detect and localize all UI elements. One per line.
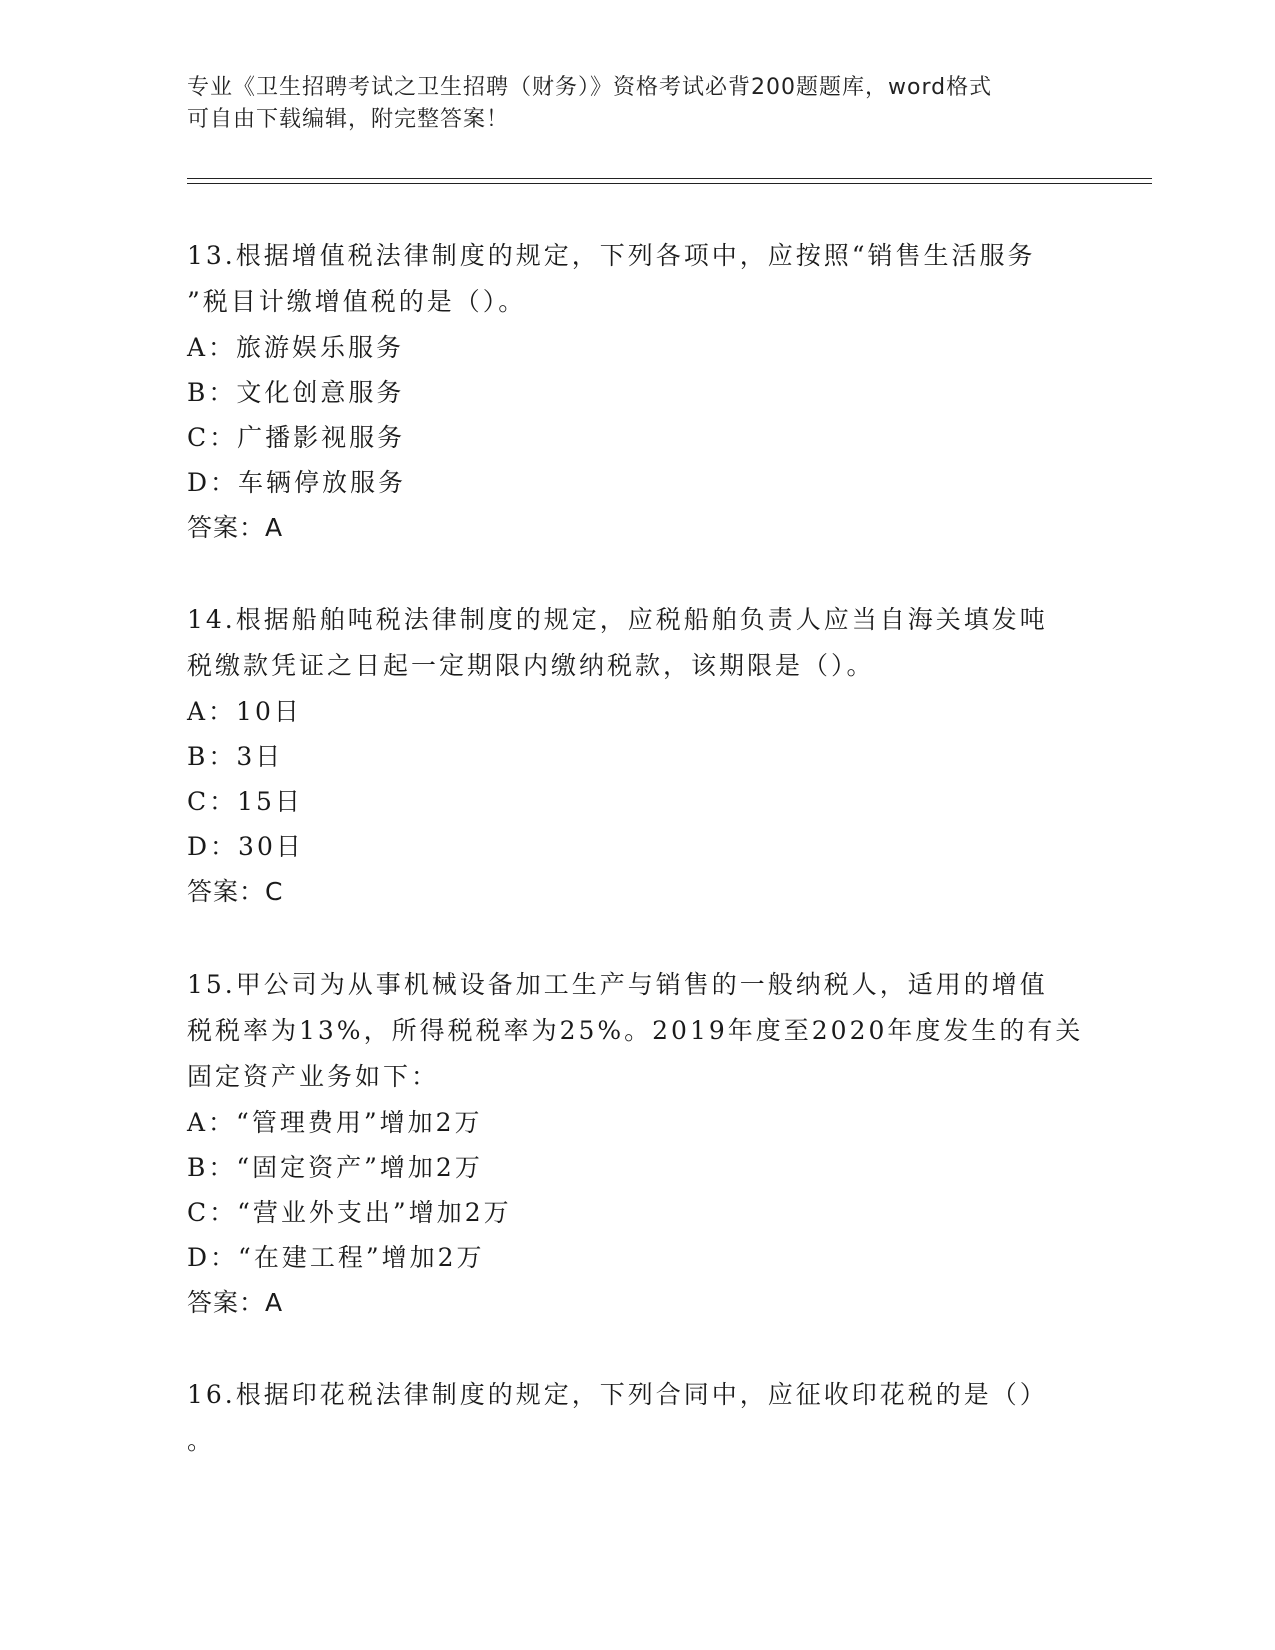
- option-d: D：车辆停放服务: [187, 468, 407, 497]
- option-b: B：“固定资产”增加2万: [187, 1153, 483, 1182]
- question-text: 。: [187, 1426, 216, 1455]
- document-header: [187, 72, 1067, 136]
- question-text: 税缴款凭证之日起一定期限内缴纳税款，该期限是（）。: [187, 651, 875, 680]
- option-b: B：文化创意服务: [187, 378, 405, 407]
- question-15: [187, 962, 1087, 1326]
- question-13: [187, 233, 1087, 551]
- option-a: A：10日: [187, 697, 302, 726]
- question-text: 固定资产业务如下：: [187, 1062, 440, 1091]
- option-a: A：旅游娱乐服务: [187, 333, 405, 362]
- option-d: D：“在建工程”增加2万: [187, 1243, 485, 1272]
- answer-label: 答案：A: [187, 513, 284, 542]
- answer-label: 答案：A: [187, 1288, 284, 1317]
- answer-label: 答案：C: [187, 877, 284, 906]
- header-divider: [187, 183, 1152, 184]
- option-d: D：30日: [187, 832, 304, 861]
- option-c: C：“营业外支出”增加2万: [187, 1198, 512, 1227]
- question-14: [187, 597, 1087, 915]
- header-divider: [187, 178, 1152, 179]
- question-text: 13.根据增值税法律制度的规定，下列各项中，应按照“销售生活服务: [187, 241, 1036, 270]
- question-text: 税税率为13%，所得税税率为25%。2019年度至2020年度发生的有关: [187, 1016, 1084, 1045]
- option-b: B：3日: [187, 742, 284, 771]
- question-text: 16.根据印花税法律制度的规定，下列合同中，应征收印花税的是（）: [187, 1380, 1048, 1409]
- question-text: 14.根据船舶吨税法律制度的规定，应税船舶负责人应当自海关填发吨: [187, 605, 1048, 634]
- question-16: [187, 1372, 1087, 1464]
- option-c: C：15日: [187, 787, 303, 816]
- option-a: A：“管理费用”增加2万: [187, 1108, 483, 1137]
- question-text: 15.甲公司为从事机械设备加工生产与销售的一般纳税人，适用的增值: [187, 970, 1048, 999]
- header-line: 专业《卫生招聘考试之卫生招聘（财务）》资格考试必背200题题库，word格式: [187, 75, 993, 100]
- question-text: ”税目计缴增值税的是（）。: [187, 287, 527, 316]
- option-c: C：广播影视服务: [187, 423, 406, 452]
- header-line: 可自由下载编辑，附完整答案！: [187, 107, 510, 132]
